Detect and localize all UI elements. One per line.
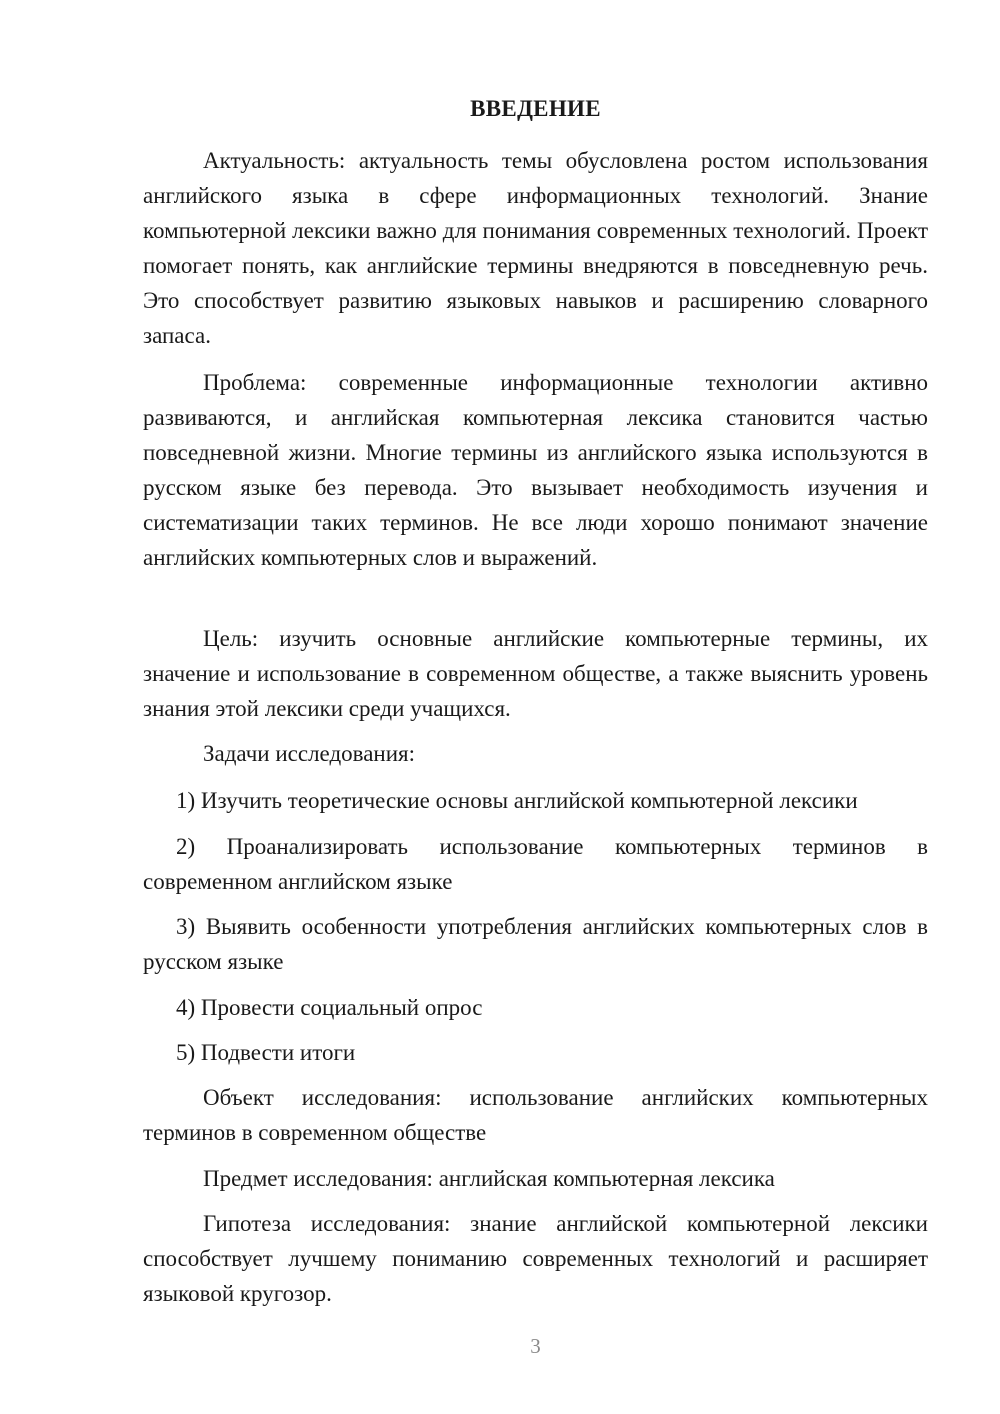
problem-paragraph: Проблема: современные информационные технологии активно развиваются, и английская компьютерная лексика становится частью повседневной жизни. Многие термины из английского языка используются в русском языке без перевода. Это вызывает необходимость изучения и систематизации таких терминов. Не все люди хорошо понимают значение английских компьютерных слов и выражений. [143, 370, 928, 570]
tasks-heading: Задачи исследования: [203, 741, 416, 766]
object-paragraph: Объект исследования: использование английских компьютерных терминов в современном обществе [143, 1085, 928, 1145]
subject-paragraph: Предмет исследования: английская компьютерная лексика [203, 1166, 775, 1191]
task-item-4: 4) Провести социальный опрос [176, 995, 483, 1020]
hypothesis-paragraph: Гипотеза исследования: знание английской компьютерной лексики способствует лучшему пониманию современных технологий и расширяет языковой кругозор. [143, 1211, 928, 1306]
task-item-2: 2) Проанализировать использование компьютерных терминов в современном английском языке [143, 834, 928, 894]
relevance-paragraph: Актуальность: актуальность темы обусловлена ростом использования английского языка в сфере информационных технологий. Знание компьютерной лексики важно для понимания современных технологий. Проект помогает понять, как английские термины внедряются в повседневную речь. Это способствует развитию языковых навыков и расширению словарного запаса. [143, 148, 928, 348]
goal-paragraph: Цель: изучить основные английские компьютерные термины, их значение и использование в современном обществе, а также выяснить уровень знания этой лексики среди учащихся. [143, 626, 928, 721]
task-item-5: 5) Подвести итоги [176, 1040, 356, 1065]
task-item-1: 1) Изучить теоретические основы английской компьютерной лексики [176, 788, 858, 813]
page-number: 3 [530, 1334, 541, 1358]
task-item-3: 3) Выявить особенности употребления английских компьютерных слов в русском языке [143, 914, 928, 974]
page-title: ВВЕДЕНИЕ [470, 96, 601, 121]
